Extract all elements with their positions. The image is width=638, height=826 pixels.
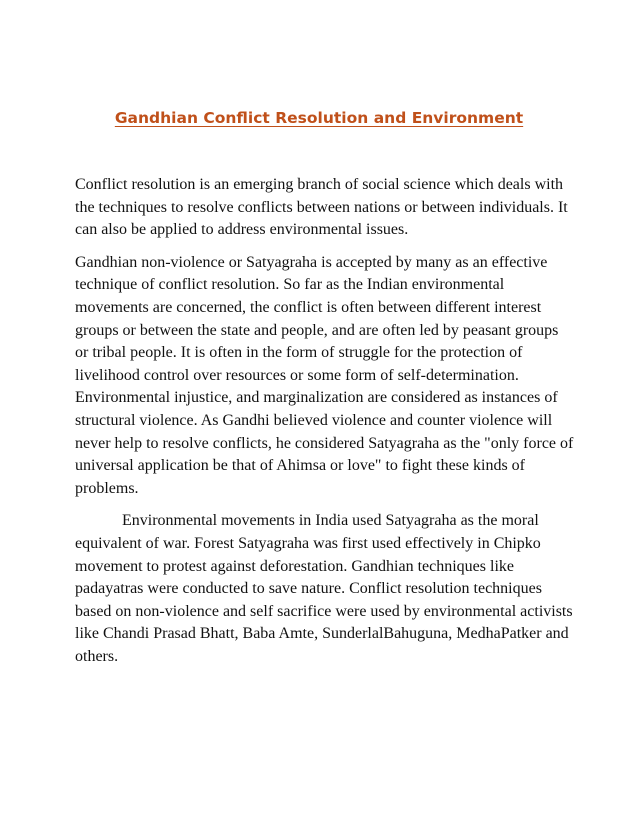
paragraph-gandhian-nonviolence: Gandhian non-violence or Satyagraha is accepted by many as an effective technique of conflict resolution. So far as the Indian environmental movements are concerned, the conflict is often between different interest groups or between the state and people, and are often led by peasant groups or tribal people. It is often in the form of struggle for the protection of livelihood control over resources or some form of self-determination. Environmental injustice, and marginalization are considered as instances of structural violence. As Gandhi believed violence and counter violence will never help to resolve conflicts, he considered Satyagraha as the "only force of universal application be that of Ahimsa or love" to fight these kinds of problems. [75, 253, 574, 497]
paragraph-intro: Conflict resolution is an emerging branch of social science which deals with the techniques to resolve conflicts between nations or between individuals. It can also be applied to address environmental issues. [75, 176, 568, 239]
document-body [75, 174, 575, 678]
paragraph-environmental-movements: Environmental movements in India used Satyagraha as the moral equivalent of war. Forest Satyagraha was first used effectively in Chipko movement to protest against deforestation. Gandhian techniques like padayatras were conducted to save nature. Conflict resolution techniques based on non-violence and self sacrifice were used by environmental activists like Chandi Prasad Bhatt, Baba Amte, SunderlalBahuguna, MedhaPatker and others. [75, 512, 573, 665]
document-title: Gandhian Conflict Resolution and Environment [114, 109, 524, 127]
